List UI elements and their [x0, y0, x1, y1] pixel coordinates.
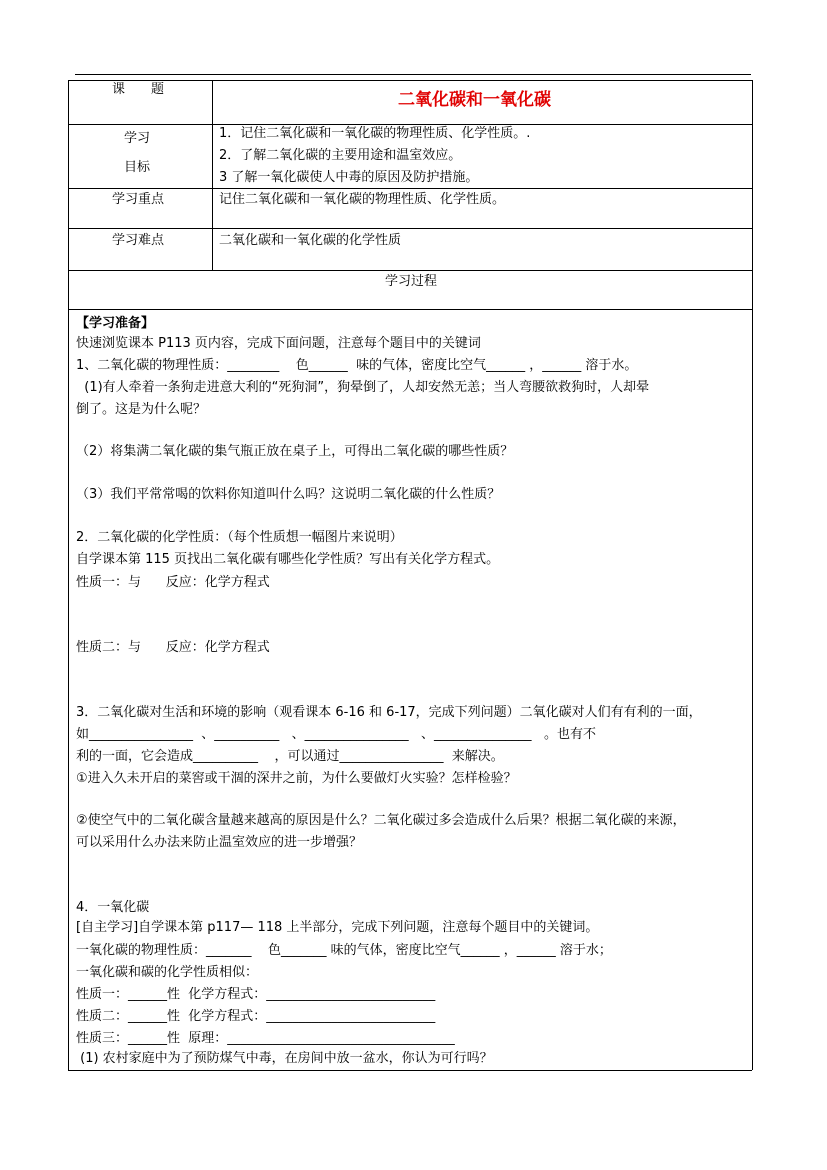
body-line: 自学课本第 115 页找出二氧化碳有哪些化学性质？写出有关化学方程式。 [76, 552, 500, 567]
body-line: ②使空气中的二氧化碳含量越来越高的原因是什么？二氧化碳过多会造成什么后果？根据二氧化碳的来源， [76, 813, 686, 828]
body-line: （2）将集满二氧化碳的集气瓶正放在桌子上，可得出二氧化碳的哪些性质？ [76, 444, 514, 459]
key-label: 学习重点 [112, 192, 165, 207]
difficult-text: 二氧化碳和一氧化碳的化学性质 [219, 233, 402, 248]
body-line: 利的一面，它会造成__________ ，可以通过________________ 来解决。 [76, 749, 504, 764]
top-rule [75, 74, 751, 75]
row-divider-1 [68, 124, 752, 125]
body-line: 性质三：______性 原理：___________________________________ [76, 1031, 455, 1046]
body-line: 3．二氧化碳对生活和环境的影响（观看课本 6-16 和 6-17，完成下列问题）二氧化碳对人们有有利的一面， [76, 705, 702, 720]
body-line: 快速浏览课本 P113 页内容，完成下面问题，注意每个题目中的关键词 [76, 336, 481, 351]
body-line: [自主学习]自学课本第 p117— 118 上半部分，完成下列问题，注意每个题目中的关键词。 [76, 920, 599, 935]
body-line: (1) 农村家庭中为了预防煤气中毒，在房间中放一盆水，你认为可行吗？ [76, 1051, 493, 1066]
body-line: 如________________ 、__________ 、________________ 、_______________ 。也有不 [76, 727, 596, 742]
body-line: 一氧化碳和碳的化学性质相似： [76, 965, 259, 980]
row-divider-2 [68, 188, 752, 189]
goal-item-1: 1．记住二氧化碳和一氧化碳的物理性质、化学性质。. [219, 126, 531, 141]
body-line: （3）我们平常常喝的饮料你知道叫什么吗？这说明二氧化碳的什么性质？ [76, 487, 501, 502]
body-line: 2．二氧化碳的化学性质：（每个性质想一幅图片来说明） [76, 530, 403, 545]
difficult-label: 学习难点 [112, 233, 165, 248]
key-text: 记住二氧化碳和一氧化碳的物理性质、化学性质。 [219, 192, 506, 207]
row-divider-5 [68, 309, 752, 310]
page-title: 二氧化碳和一氧化碳 [398, 90, 551, 110]
table-bottom-border [68, 1070, 752, 1071]
goals-label-2: 目标 [124, 160, 151, 175]
body-line: 一氧化碳的物理性质：_______ 色_______ 味的气体，密度比空气______ ，______ 溶于水； [76, 943, 612, 958]
body-line: 性质一：______性 化学方程式：__________________________ [76, 987, 436, 1002]
body-line: 性质二：______性 化学方程式：__________________________ [76, 1009, 436, 1024]
goal-item-2: 2．了解二氧化碳的主要用途和温室效应。 [219, 148, 462, 163]
body-line: ①进入久未开启的菜窖或干涸的深井之前，为什么要做灯火实验？怎样检验？ [76, 771, 517, 786]
process-label: 学习过程 [385, 274, 438, 289]
prep-heading: 【学习准备】 [76, 316, 155, 331]
column-divider [212, 80, 213, 270]
goals-label-1: 学习 [124, 131, 151, 146]
body-line: 性质二：与 反应：化学方程式 [76, 640, 270, 655]
body-line: 可以采用什么办法来防止温室效应的进一步增强？ [76, 835, 363, 850]
subject-label: 课 题 [112, 82, 165, 97]
body-line: 倒了。这是为什么呢？ [76, 402, 207, 417]
body-line: 性质一：与 反应：化学方程式 [76, 575, 270, 590]
goal-item-3: 3 了解一氧化碳使人中毒的原因及防护措施。 [219, 170, 479, 185]
row-divider-3 [68, 228, 752, 229]
body-line: (1)有人牵着一条狗走进意大利的“死狗洞”，狗晕倒了，人却安然无恙；当人弯腰欲救狗时，人却晕 [76, 380, 650, 395]
body-line: 1、二氧化碳的物理性质：________ 色______ 味的气体，密度比空气______ ，______ 溶于水。 [76, 358, 638, 373]
body-line: 4．一氧化碳 [76, 900, 150, 915]
row-divider-4 [68, 270, 752, 271]
table-top-border [68, 80, 752, 81]
table-right-border [752, 80, 753, 1070]
